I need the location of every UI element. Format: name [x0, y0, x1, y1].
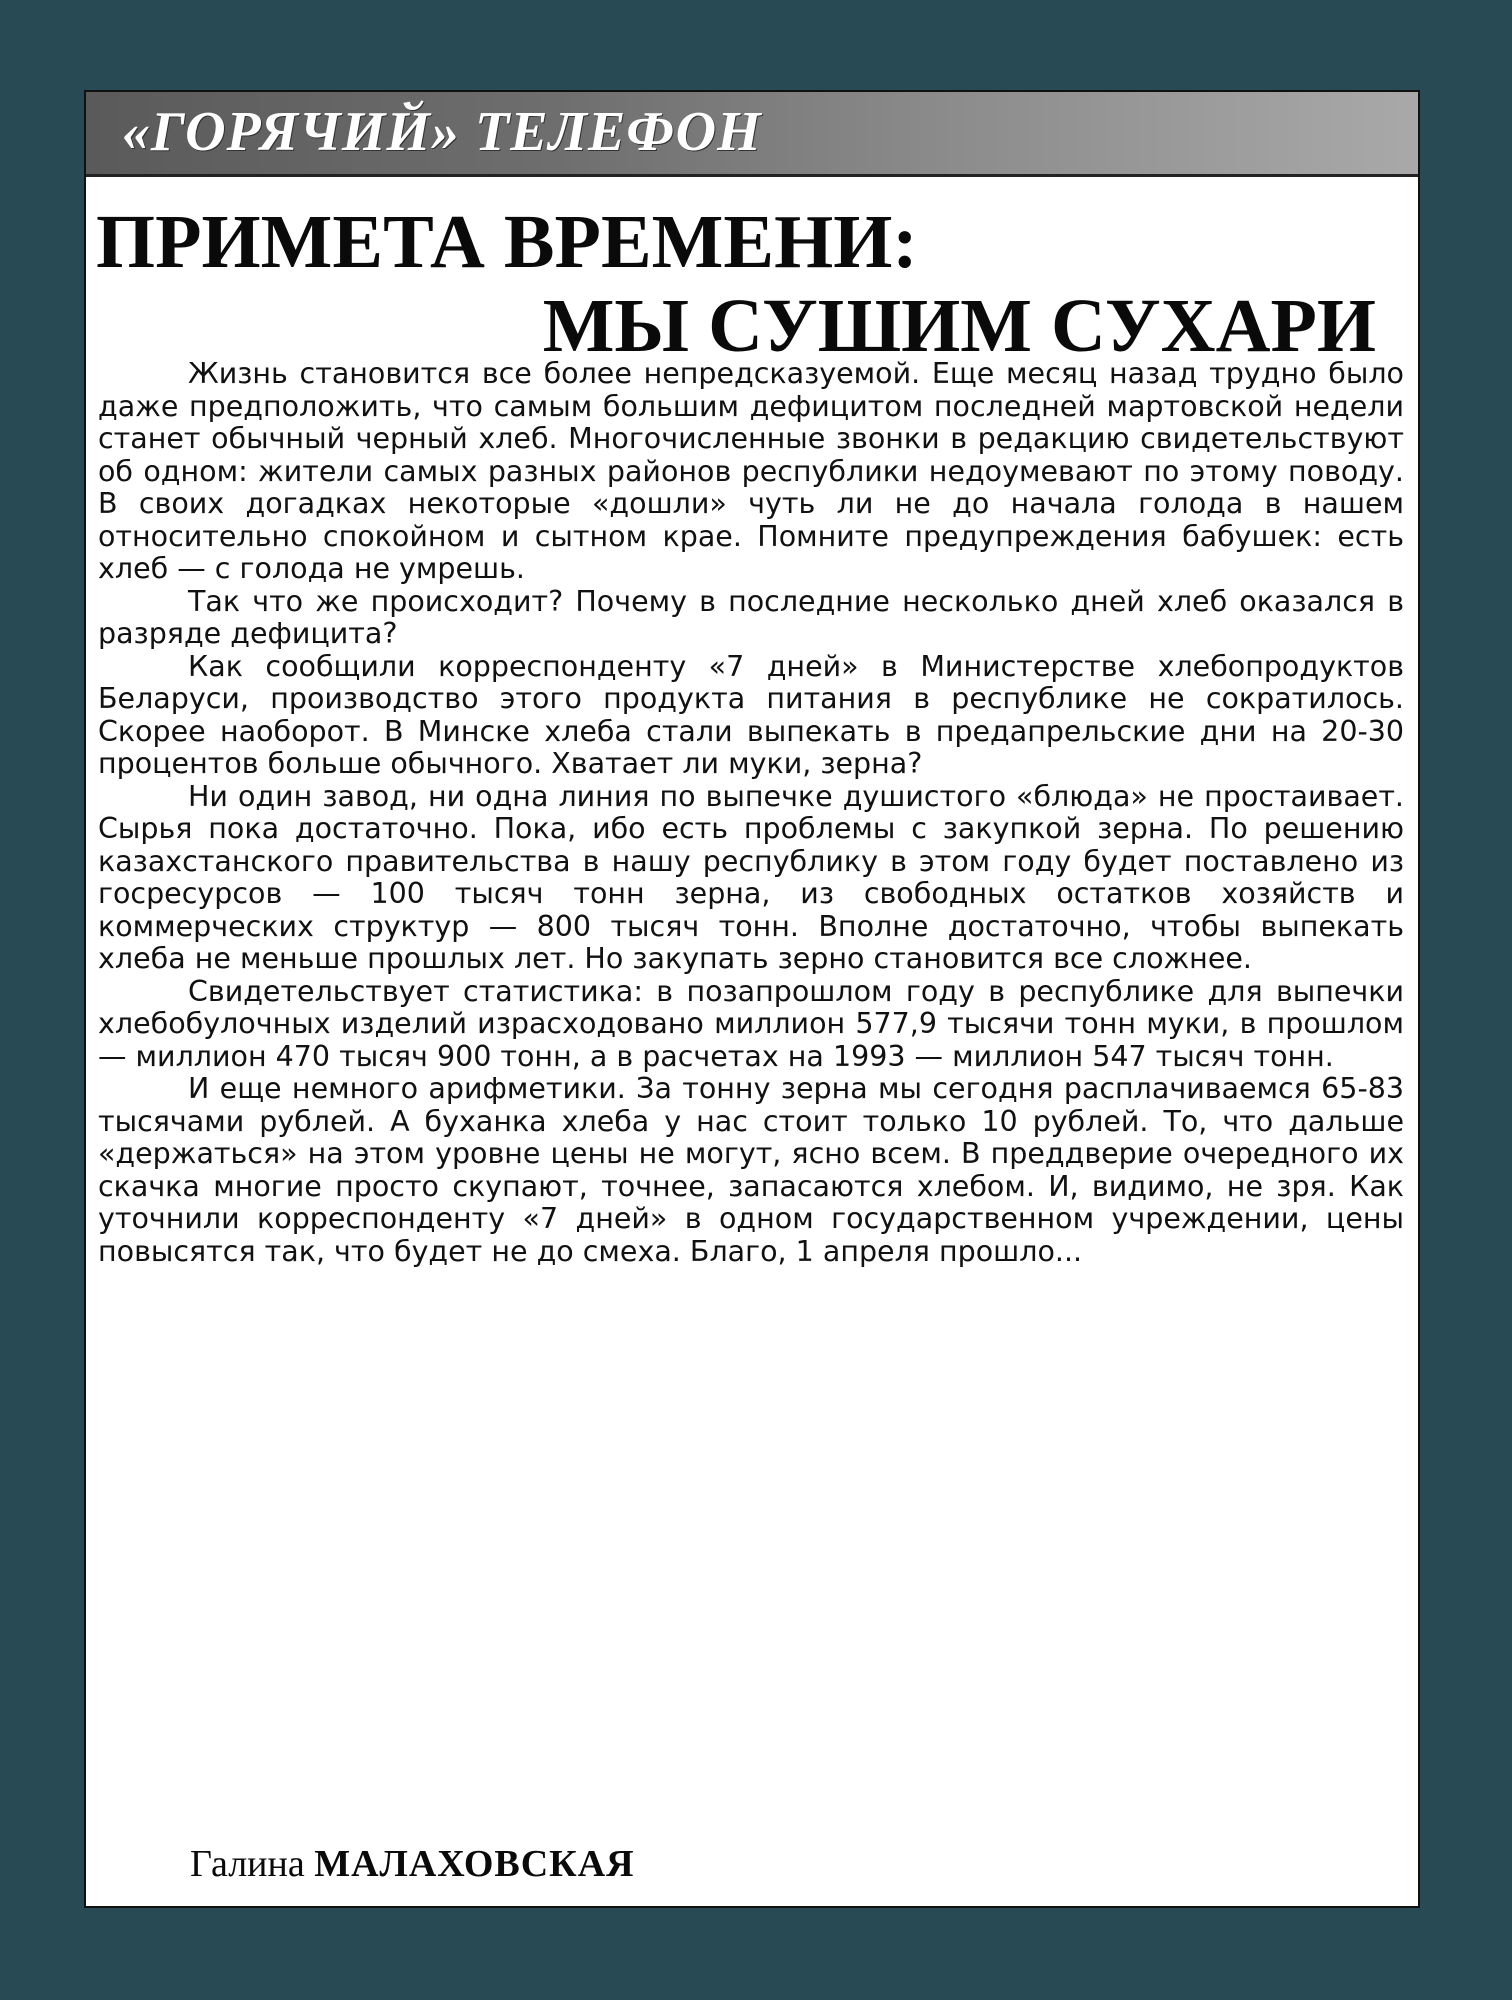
paragraph: Ни один завод, ни одна линия по выпечке душистого «блюда» не простаивает. Сырья пока достаточно. Пока, ибо есть проблемы с закупкой зерна. По решению казахстанского правительства в нашу республику в этом году будет поставлено из госресурсов — 100 тысяч тонн зерна, из свободных остатков хозяйств и коммерческих структур — 800 тысяч тонн. Вполне достаточно, чтобы выпекать хлеба не меньше прошлых лет. Но закупать зерно становится все сложнее.: [98, 779, 1404, 975]
rubric-title: «ГОРЯЧИЙ» ТЕЛЕФОН: [122, 101, 762, 163]
paragraph: Жизнь становится все более непредсказуемой. Еще месяц назад трудно было даже предположить, что самым большим дефицитом последней мартовской недели станет обычный черный хлеб. Многочисленные звонки в редакцию свидетельствуют об одном: жители самых разных районов республики недоумевают по этому поводу. В своих догадках некоторые «дошли» чуть ли не до начала голода в нашем относительно спокойном и сытном крае. Помните предупреждения бабушек: есть хлеб — с голода не умрешь.: [98, 357, 1404, 585]
newspaper-clipping: [84, 90, 1420, 1908]
paragraph: И еще немного арифметики. За тонну зерна мы сегодня расплачиваемся 65-83 тысячами рублей. А буханка хлеба у нас стоит только 10 рублей. То, что дальше «держаться» на этом уровне цены не могут, ясно всем. В преддверие очередного их скачка многие просто скупают, точнее, запасаются хлебом. И, видимо, не зря. Как уточнили корреспонденту «7 дней» в одном государственном учреждении, цены повысятся так, что будет не до смеха. Благо, 1 апреля прошло...: [98, 1072, 1404, 1268]
author-surname: МАЛАХОВСКАЯ: [314, 1843, 635, 1885]
author-byline: [190, 1842, 635, 1886]
headline-line-2: МЫ СУШИМ СУХАРИ: [542, 284, 1376, 368]
rubric-bar: [86, 92, 1420, 177]
article-body: [98, 358, 1404, 1268]
paragraph: Как сообщили корреспонденту «7 дней» в Министерстве хлебопродуктов Беларуси, производство этого продукта питания в республике не сократилось. Скорее наоборот. В Минске хлеба стали выпекать в предапрельские дни на 20-30 процентов больше обычного. Хватает ли муки, зерна?: [98, 649, 1404, 780]
paragraph: Свидетельствует статистика: в позапрошлом году в республике для выпечки хлебобулочных изделий израсходовано миллион 577,9 тысячи тонн муки, в прошлом — миллион 470 тысяч 900 тонн, а в расчетах на 1993 — миллион 547 тысяч тонн.: [98, 974, 1404, 1073]
headline-line-1: ПРИМЕТА ВРЕМЕНИ:: [96, 200, 918, 284]
paragraph: Так что же происходит? Почему в последние несколько дней хлеб оказался в разряде дефицита?: [98, 584, 1404, 650]
author-first-name: Галина: [190, 1843, 305, 1885]
